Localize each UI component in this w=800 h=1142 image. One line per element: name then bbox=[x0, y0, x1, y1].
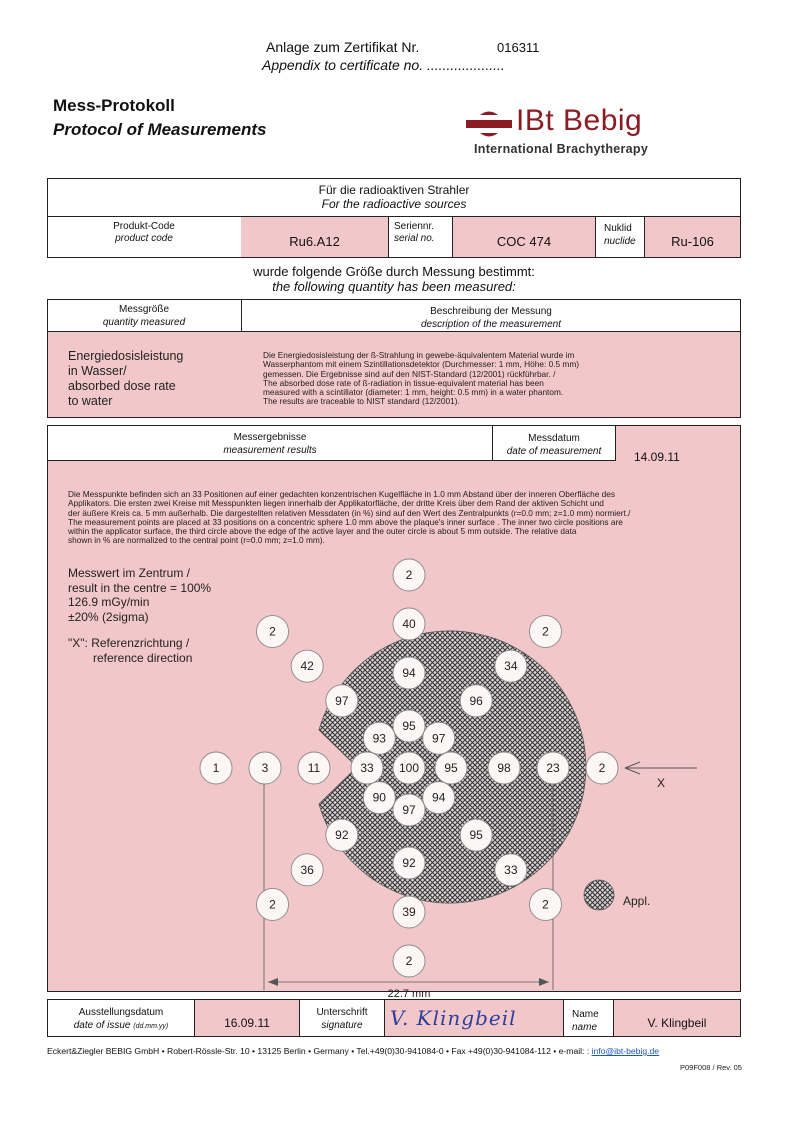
measurement-point-value: 11 bbox=[307, 761, 321, 775]
serial-number-value: COC 474 bbox=[453, 217, 595, 257]
measurement-point-value: 2 bbox=[598, 761, 606, 775]
info-line: within the applicator surface, the third circle above the edge of the active layer and the outer circle is about 5 mm outside. The relative data bbox=[68, 526, 577, 537]
measurement-point-value: 93 bbox=[372, 731, 386, 746]
measurement-point-value: 97 bbox=[335, 693, 349, 708]
measured-heading-de: wurde folgende Größe durch Messung bestimmt: bbox=[253, 264, 535, 279]
nuclide-label-de: Nuklid bbox=[604, 223, 632, 234]
description-line: measured with a scintillator (diameter: 1 mm, height: 0.5 mm) in a water phantom. bbox=[263, 387, 564, 398]
description-line: Wasserphantom mit einem Szintillationsdetektor (Durchmesser: 1 mm, Höhe: 0.5 mm) bbox=[263, 359, 579, 370]
measurement-point-value: 39 bbox=[402, 905, 416, 919]
measurement-point-value: 95 bbox=[444, 761, 458, 775]
quantity-value-line: absorbed dose rate bbox=[68, 379, 176, 393]
info-line: shown in % are normalized to the central point (r=0.0 mm; z=1.0 mm). bbox=[68, 535, 325, 546]
measurement-point-value: 94 bbox=[432, 790, 446, 805]
signature-label-de: Unterschrift bbox=[316, 1007, 368, 1018]
measurement-point-value: 2 bbox=[269, 624, 276, 639]
measured-heading-en: the following quantity has been measured: bbox=[272, 279, 516, 294]
measurement-point-value: 2 bbox=[405, 954, 413, 968]
measurement-point bbox=[249, 752, 281, 784]
measurement-point bbox=[351, 752, 383, 784]
measurement-point-value: 40 bbox=[402, 617, 416, 631]
measurement-point-value: 1 bbox=[212, 761, 220, 775]
quantity-value-line: in Wasser/ bbox=[68, 364, 127, 378]
name-label-en: name bbox=[572, 1022, 598, 1033]
measurement-point bbox=[393, 710, 425, 742]
measurement-date-label-de: Messdatum bbox=[528, 433, 580, 444]
source-heading-de: Für die radioaktiven Strahler bbox=[318, 183, 470, 197]
legend-applicator-icon bbox=[584, 880, 614, 910]
measurement-point bbox=[291, 854, 323, 886]
info-line: The measurement points are placed at 33 positions on a concentric sphere 1.0 mm above the plaque's inner surface . The inner two circle positions are bbox=[68, 516, 623, 527]
measurement-point bbox=[363, 782, 395, 814]
measurement-point bbox=[423, 722, 455, 754]
quantity-label-de: Messgröße bbox=[118, 304, 169, 315]
centre-line: Messwert im Zentrum / bbox=[68, 566, 191, 580]
measurement-point-value: 92 bbox=[335, 828, 349, 843]
description-label-en: description of the measurement bbox=[420, 319, 562, 330]
quantity-value-line: to water bbox=[68, 394, 113, 408]
measurement-point-value: 92 bbox=[402, 856, 416, 870]
measurement-point bbox=[393, 847, 425, 879]
reference-arrow bbox=[625, 762, 697, 774]
info-line: der äußere Kreis ca. 5 mm außerhalb. Die dargestellten relativen Messdaten (in %) sind auf den Wert des Zentralpunkts (r=0.0 mm; z=1.0 mm) normiert./ bbox=[68, 507, 631, 518]
reference-line-2: reference direction bbox=[93, 651, 193, 665]
description-line: The absorbed dose rate of ß-radiation in tissue-equivalent material has been bbox=[263, 377, 544, 388]
nuclide-value: Ru-106 bbox=[645, 217, 740, 257]
measurement-point-value: 23 bbox=[546, 761, 560, 775]
info-line: Applikators. Die ersten zwei Kreise mit Messpunkten liegen innerhalb der Applikatorfläche, der dritte Kreis über dem Rand der aktiven Schicht und bbox=[68, 498, 604, 509]
measurement-point bbox=[200, 752, 232, 784]
measurement-point bbox=[393, 945, 425, 977]
product-label-en: product code bbox=[115, 233, 173, 244]
description-label-de: Beschreibung der Messung bbox=[430, 306, 552, 317]
measurement-point bbox=[257, 888, 289, 920]
title-de: Mess-Protokoll bbox=[53, 96, 175, 115]
measurement-point-value: 97 bbox=[402, 803, 416, 817]
title-en: Protocol of Measurements bbox=[53, 120, 267, 139]
measurement-date-label-en: date of measurement bbox=[506, 446, 602, 457]
centre-line: 126.9 mGy/min bbox=[68, 595, 150, 609]
logo-name: IBt Bebig bbox=[516, 104, 643, 137]
serial-label-en: serial no. bbox=[394, 233, 435, 244]
nuclide-label-en: nuclide bbox=[604, 236, 636, 247]
divider bbox=[563, 999, 564, 1037]
measurement-point bbox=[460, 819, 492, 851]
name-value: V. Klingbeil bbox=[614, 1000, 740, 1036]
centre-line: result in the centre = 100% bbox=[68, 580, 212, 595]
logo-tagline: International Brachytherapy bbox=[474, 142, 649, 156]
footer-email-link[interactable]: info@ibt-bebig.de bbox=[591, 1046, 660, 1056]
issue-date-label-de: Ausstellungsdatum bbox=[78, 1007, 164, 1018]
measurement-point-value: 90 bbox=[372, 790, 386, 805]
dimension-label: 22.7 mm bbox=[387, 988, 431, 1000]
measurement-point-value: 2 bbox=[269, 897, 276, 912]
appendix-label: Appendix to certificate bbox=[262, 57, 400, 73]
measurement-point bbox=[488, 752, 520, 784]
measurement-point-value: 34 bbox=[504, 659, 518, 674]
signature-label-en: signature bbox=[321, 1020, 363, 1031]
measurement-point bbox=[529, 616, 561, 648]
measurement-point-value: 42 bbox=[300, 659, 314, 674]
description-line: Die Energiedosisleistung der ß-Strahlung in gewebe-äquivalentem Material wurde im bbox=[263, 351, 575, 360]
footer-address-text: Eckert&Ziegler BEBIG GmbH • Robert-Rössle-Str. 10 • 13125 Berlin • Germany • Tel.+49(0)30-941084-0 • Fax +49(0)30-941084-112 • e-mail: : bbox=[47, 1046, 590, 1056]
measurement-point bbox=[393, 896, 425, 928]
measurement-point bbox=[298, 752, 330, 784]
measurement-point bbox=[326, 819, 358, 851]
source-heading-en: For the radioactive sources bbox=[321, 197, 467, 211]
measurement-point bbox=[326, 685, 358, 717]
certificate-label: Anlage zum Zertifikat Nr. bbox=[266, 39, 420, 55]
measurement-point bbox=[495, 854, 527, 886]
measurement-point bbox=[393, 752, 425, 784]
measurement-point bbox=[393, 608, 425, 640]
divider bbox=[299, 999, 300, 1037]
centre-line: ±20% (2sigma) bbox=[68, 609, 149, 624]
results-label-en: measurement results bbox=[223, 445, 317, 456]
measurement-points bbox=[200, 559, 618, 977]
measurement-point bbox=[537, 752, 569, 784]
measurement-point-value: 97 bbox=[432, 731, 446, 746]
serial-label-de: Seriennr. bbox=[394, 221, 435, 232]
reference-line-1: "X": Referenzrichtung / bbox=[68, 636, 190, 650]
product-code-value: Ru6.A12 bbox=[241, 217, 388, 257]
measurement-point bbox=[460, 685, 492, 717]
info-line: Die Messpunkte befinden sich an 33 Positionen auf einer gedachten konzentrischen Kugelfläche in 1.0 mm Abstand über der inneren Oberfläche des bbox=[68, 489, 616, 499]
measurement-point-value: 96 bbox=[469, 693, 483, 708]
issue-date-label-en bbox=[48, 1020, 194, 1032]
measurement-point-value: 2 bbox=[542, 624, 549, 639]
measurement-point bbox=[529, 888, 561, 920]
measurement-point bbox=[586, 752, 618, 784]
issue-date-value: 16.09.11 bbox=[195, 1000, 299, 1036]
results-label-de: Messergebnisse bbox=[233, 432, 307, 443]
measurement-point-value: 98 bbox=[497, 761, 511, 775]
measurement-point-value: 36 bbox=[300, 862, 314, 877]
measurement-point bbox=[423, 782, 455, 814]
footer-address bbox=[47, 1046, 659, 1056]
measurement-point bbox=[291, 650, 323, 682]
measurement-point-value: 33 bbox=[360, 761, 374, 775]
product-label-de: Produkt-Code bbox=[113, 221, 175, 232]
description-line: gemessen. Die Ergebnisse sind auf den NIST-Standard (12/2001) rückführbar. / bbox=[263, 368, 556, 379]
issue-date-label-en-text: date of issue bbox=[73, 1020, 131, 1031]
measurement-point-value: 95 bbox=[402, 719, 416, 733]
appendix-no: no. .................... bbox=[403, 57, 505, 73]
measurement-point bbox=[393, 657, 425, 689]
quantity-value-line: Energiedosisleistung bbox=[68, 349, 184, 363]
measurement-point bbox=[257, 616, 289, 648]
form-number: P09F008 / Rev. 05 bbox=[680, 1063, 742, 1072]
issue-date-format: (dd.mm.yy) bbox=[133, 1023, 169, 1030]
measurement-point-value: 33 bbox=[504, 862, 518, 877]
measurement-point-value: 94 bbox=[402, 666, 416, 680]
quantity-label-en: quantity measured bbox=[102, 317, 186, 328]
measurement-point-value: 2 bbox=[542, 897, 549, 912]
measurement-point bbox=[435, 752, 467, 784]
signature: V. Klingbeil bbox=[390, 1006, 517, 1030]
measurement-point bbox=[393, 559, 425, 591]
measurement-date-value: 14.09.11 bbox=[634, 450, 680, 464]
certificate-number: 016311 bbox=[497, 40, 540, 55]
measurement-point-value: 100 bbox=[398, 761, 420, 775]
measurement-point bbox=[393, 794, 425, 826]
measurement-point-value: 2 bbox=[405, 568, 413, 582]
description-line: The results are traceable to NIST standard (12/2001). bbox=[263, 396, 460, 407]
legend-label: Appl. bbox=[623, 894, 651, 908]
measurement-point bbox=[363, 722, 395, 754]
measurement-point-value: 95 bbox=[469, 828, 483, 843]
name-label-de: Name bbox=[572, 1009, 599, 1020]
reference-direction-label: X bbox=[656, 776, 666, 790]
measurement-point-value: 3 bbox=[261, 761, 269, 775]
measurement-point bbox=[495, 650, 527, 682]
